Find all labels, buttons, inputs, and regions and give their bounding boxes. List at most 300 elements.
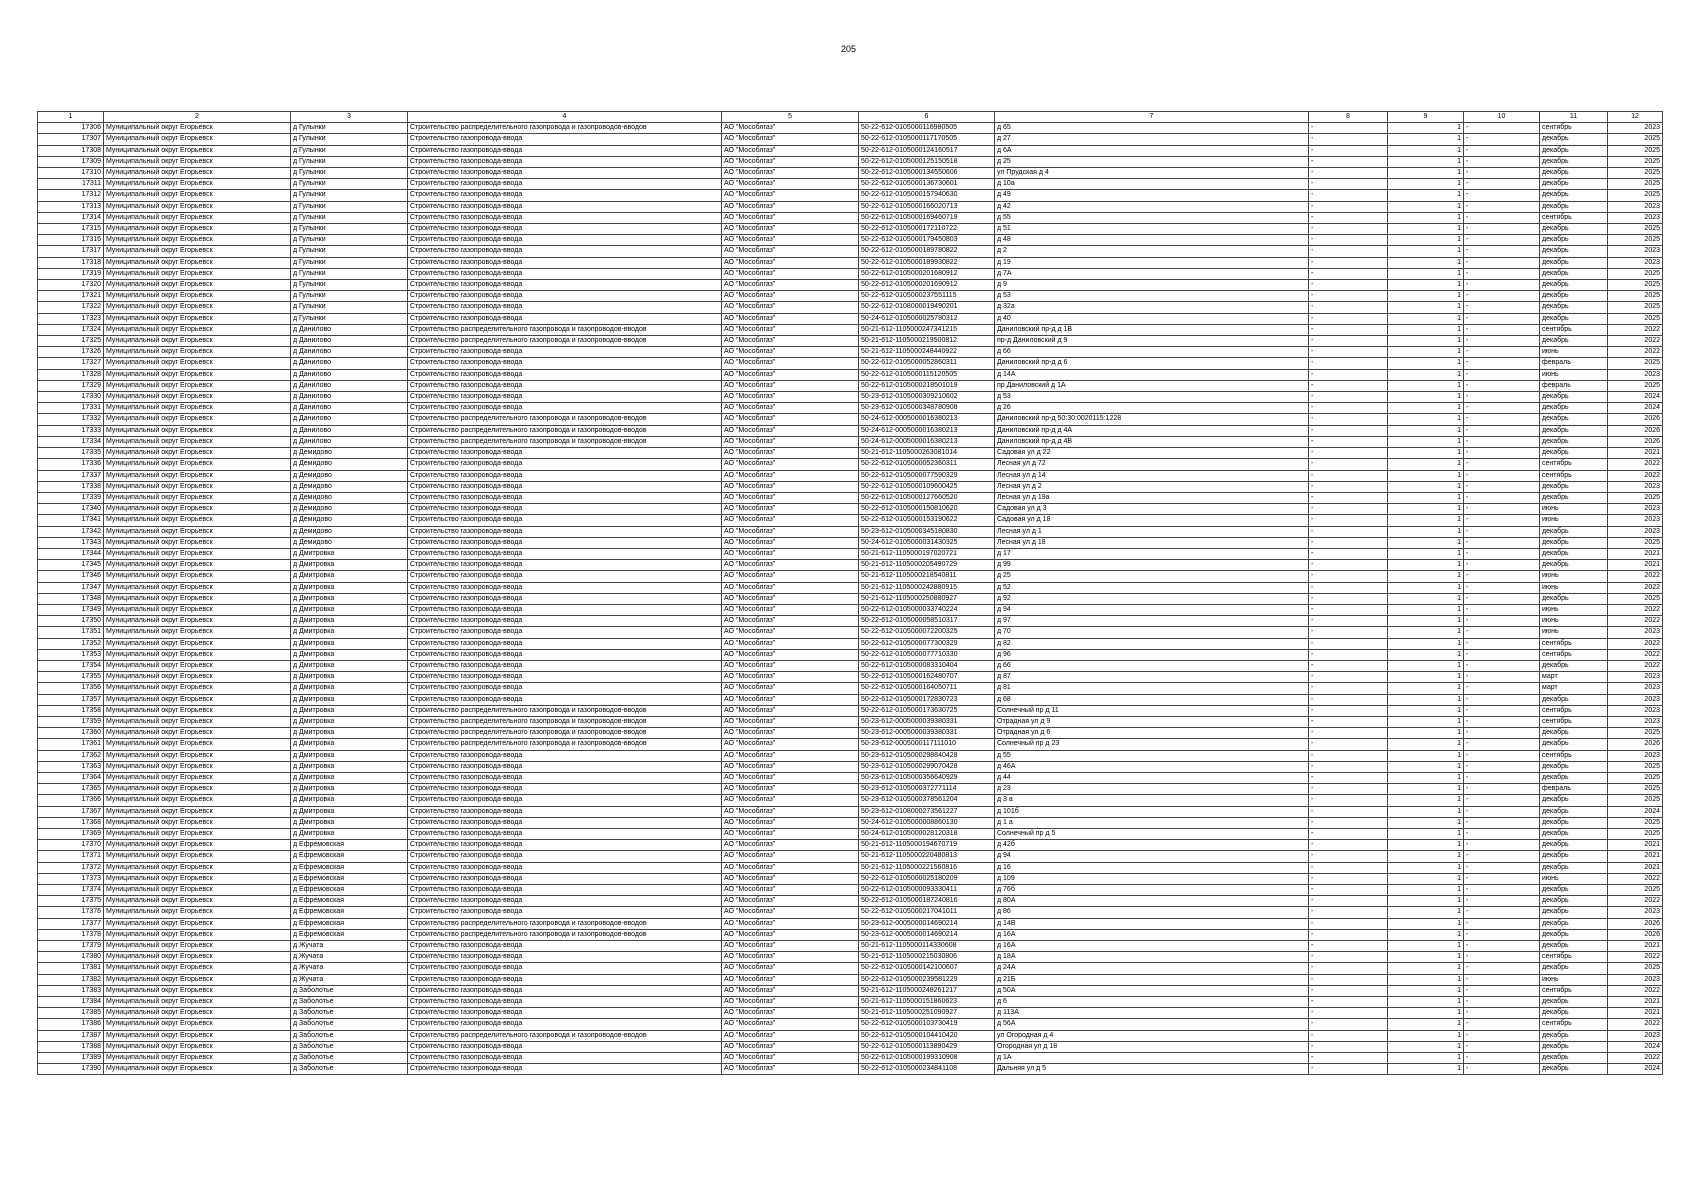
cell-col-8: - bbox=[1309, 806, 1388, 817]
cell-settlement: д Ефремовская bbox=[291, 907, 408, 918]
cell-month: декабрь bbox=[1540, 963, 1608, 974]
cell-settlement: д Ефремовская bbox=[291, 896, 408, 907]
cell-municipality: Муниципальный округ Егорьевск bbox=[104, 392, 291, 403]
cell-row-number: 17351 bbox=[38, 627, 104, 638]
cell-work-type: Строительство газопровода-ввода bbox=[408, 1008, 722, 1019]
cell-row-number: 17347 bbox=[38, 582, 104, 593]
cell-month: декабрь bbox=[1540, 179, 1608, 190]
cell-quantity: 1 bbox=[1388, 414, 1464, 425]
cell-request-number: 50-22-612-0105000113890429 bbox=[859, 1041, 995, 1052]
cell-quantity: 1 bbox=[1388, 963, 1464, 974]
cell-request-number: 50-22-612-0105000033740224 bbox=[859, 604, 995, 615]
cell-col-10: - bbox=[1464, 201, 1540, 212]
cell-address: д 42б bbox=[995, 840, 1309, 851]
cell-month: декабрь bbox=[1540, 134, 1608, 145]
cell-quantity: 1 bbox=[1388, 280, 1464, 291]
table-row bbox=[38, 929, 1663, 940]
cell-col-10: - bbox=[1464, 280, 1540, 291]
cell-address: д 81 bbox=[995, 683, 1309, 694]
cell-quantity: 1 bbox=[1388, 448, 1464, 459]
cell-row-number: 17311 bbox=[38, 179, 104, 190]
cell-request-number: 50-22-612-0105000166020713 bbox=[859, 201, 995, 212]
cell-col-10: - bbox=[1464, 436, 1540, 447]
cell-year: 2021 bbox=[1608, 997, 1663, 1008]
cell-year: 2023 bbox=[1608, 907, 1663, 918]
cell-settlement: д Дмитровка bbox=[291, 795, 408, 806]
cell-organization: АО "Мособлгаз" bbox=[722, 941, 859, 952]
cell-work-type: Строительство газопровода-ввода bbox=[408, 885, 722, 896]
column-header-1: 1 bbox=[38, 112, 104, 123]
cell-request-number: 50-24-612-0105000025780312 bbox=[859, 313, 995, 324]
cell-address: д 6А bbox=[995, 145, 1309, 156]
cell-organization: АО "Мособлгаз" bbox=[722, 537, 859, 548]
cell-request-number: 50-22-612-0105000072200325 bbox=[859, 627, 995, 638]
cell-settlement: д Дмитровка bbox=[291, 616, 408, 627]
cell-year: 2023 bbox=[1608, 750, 1663, 761]
cell-settlement: д Дмитровка bbox=[291, 784, 408, 795]
cell-work-type: Строительство распределительного газопровода и газопроводов-вводов bbox=[408, 123, 722, 134]
cell-col-10: - bbox=[1464, 593, 1540, 604]
table-row bbox=[38, 716, 1663, 727]
cell-work-type: Строительство газопровода-ввода bbox=[408, 347, 722, 358]
cell-address: д 24А bbox=[995, 963, 1309, 974]
cell-month: декабрь bbox=[1540, 336, 1608, 347]
table-row bbox=[38, 985, 1663, 996]
cell-row-number: 17384 bbox=[38, 997, 104, 1008]
cell-month: декабрь bbox=[1540, 414, 1608, 425]
cell-col-10: - bbox=[1464, 963, 1540, 974]
cell-row-number: 17319 bbox=[38, 268, 104, 279]
cell-work-type: Строительство распределительного газопровода и газопроводов-вводов bbox=[408, 414, 722, 425]
cell-organization: АО "Мособлгаз" bbox=[722, 515, 859, 526]
cell-month: декабрь bbox=[1540, 145, 1608, 156]
cell-year: 2022 bbox=[1608, 649, 1663, 660]
cell-col-10: - bbox=[1464, 728, 1540, 739]
cell-month: декабрь bbox=[1540, 929, 1608, 940]
cell-request-number: 50-22-612-0105000058510317 bbox=[859, 616, 995, 627]
cell-month: декабрь bbox=[1540, 257, 1608, 268]
cell-work-type: Строительство газопровода-ввода bbox=[408, 224, 722, 235]
cell-work-type: Строительство газопровода-ввода bbox=[408, 627, 722, 638]
cell-municipality: Муниципальный округ Егорьевск bbox=[104, 907, 291, 918]
cell-year: 2022 bbox=[1608, 660, 1663, 671]
table-row bbox=[38, 168, 1663, 179]
cell-row-number: 17323 bbox=[38, 313, 104, 324]
cell-col-10: - bbox=[1464, 716, 1540, 727]
cell-col-8: - bbox=[1309, 784, 1388, 795]
cell-municipality: Муниципальный округ Егорьевск bbox=[104, 997, 291, 1008]
cell-col-10: - bbox=[1464, 257, 1540, 268]
cell-work-type: Строительство газопровода-ввода bbox=[408, 492, 722, 503]
cell-municipality: Муниципальный округ Егорьевск bbox=[104, 941, 291, 952]
cell-col-8: - bbox=[1309, 313, 1388, 324]
cell-year: 2023 bbox=[1608, 716, 1663, 727]
cell-settlement: д Ефремовская bbox=[291, 851, 408, 862]
table-row bbox=[38, 817, 1663, 828]
cell-row-number: 17327 bbox=[38, 358, 104, 369]
cell-month: декабрь bbox=[1540, 829, 1608, 840]
cell-year: 2026 bbox=[1608, 425, 1663, 436]
table-row bbox=[38, 134, 1663, 145]
cell-request-number: 50-22-612-0105000116980505 bbox=[859, 123, 995, 134]
cell-work-type: Строительство газопровода-ввода bbox=[408, 840, 722, 851]
column-header-3: 3 bbox=[291, 112, 408, 123]
table-row bbox=[38, 369, 1663, 380]
cell-col-10: - bbox=[1464, 537, 1540, 548]
cell-request-number: 50-22-612-0105000187240816 bbox=[859, 896, 995, 907]
table-row bbox=[38, 403, 1663, 414]
cell-work-type: Строительство газопровода-ввода bbox=[408, 985, 722, 996]
cell-quantity: 1 bbox=[1388, 772, 1464, 783]
cell-municipality: Муниципальный округ Егорьевск bbox=[104, 582, 291, 593]
cell-month: март bbox=[1540, 672, 1608, 683]
cell-request-number: 50-22-612-0105000153190622 bbox=[859, 515, 995, 526]
cell-settlement: д Гулынки bbox=[291, 123, 408, 134]
cell-settlement: д Дмитровка bbox=[291, 694, 408, 705]
cell-month: декабрь bbox=[1540, 302, 1608, 313]
cell-quantity: 1 bbox=[1388, 705, 1464, 716]
cell-settlement: д Дмитровка bbox=[291, 739, 408, 750]
cell-work-type: Строительство газопровода-ввода bbox=[408, 1053, 722, 1064]
cell-col-8: - bbox=[1309, 1041, 1388, 1052]
cell-municipality: Муниципальный округ Егорьевск bbox=[104, 481, 291, 492]
table-row bbox=[38, 302, 1663, 313]
cell-col-10: - bbox=[1464, 750, 1540, 761]
cell-col-8: - bbox=[1309, 425, 1388, 436]
cell-organization: АО "Мособлгаз" bbox=[722, 560, 859, 571]
cell-col-8: - bbox=[1309, 739, 1388, 750]
cell-col-8: - bbox=[1309, 1030, 1388, 1041]
cell-request-number: 50-21-612-1105000250880927 bbox=[859, 593, 995, 604]
cell-year: 2025 bbox=[1608, 179, 1663, 190]
cell-address: ул Огородная д 4 bbox=[995, 1030, 1309, 1041]
cell-col-8: - bbox=[1309, 190, 1388, 201]
cell-municipality: Муниципальный округ Егорьевск bbox=[104, 280, 291, 291]
cell-month: декабрь bbox=[1540, 694, 1608, 705]
column-header-8: 8 bbox=[1309, 112, 1388, 123]
cell-col-8: - bbox=[1309, 851, 1388, 862]
cell-organization: АО "Мособлгаз" bbox=[722, 436, 859, 447]
cell-col-8: - bbox=[1309, 694, 1388, 705]
cell-work-type: Строительство газопровода-ввода bbox=[408, 548, 722, 559]
cell-organization: АО "Мособлгаз" bbox=[722, 694, 859, 705]
cell-month: декабрь bbox=[1540, 896, 1608, 907]
cell-quantity: 1 bbox=[1388, 952, 1464, 963]
cell-col-8: - bbox=[1309, 179, 1388, 190]
cell-row-number: 17340 bbox=[38, 504, 104, 515]
cell-col-8: - bbox=[1309, 504, 1388, 515]
cell-year: 2025 bbox=[1608, 224, 1663, 235]
cell-month: декабрь bbox=[1540, 851, 1608, 862]
cell-address: д 25 bbox=[995, 156, 1309, 167]
cell-address: Солнечный пр д 5 bbox=[995, 829, 1309, 840]
cell-request-number: 50-22-612-0105000109600425 bbox=[859, 481, 995, 492]
cell-address: д 65 bbox=[995, 123, 1309, 134]
table-row bbox=[38, 728, 1663, 739]
cell-row-number: 17318 bbox=[38, 257, 104, 268]
cell-year: 2021 bbox=[1608, 840, 1663, 851]
table-row bbox=[38, 660, 1663, 671]
cell-organization: АО "Мособлгаз" bbox=[722, 750, 859, 761]
cell-row-number: 17367 bbox=[38, 806, 104, 817]
cell-row-number: 17361 bbox=[38, 739, 104, 750]
cell-row-number: 17363 bbox=[38, 761, 104, 772]
table-row bbox=[38, 862, 1663, 873]
cell-row-number: 17344 bbox=[38, 548, 104, 559]
cell-request-number: 50-21-612-1105000248440922 bbox=[859, 347, 995, 358]
cell-request-number: 50-22-612-0105000169460719 bbox=[859, 212, 995, 223]
cell-settlement: д Данилово bbox=[291, 392, 408, 403]
cell-quantity: 1 bbox=[1388, 134, 1464, 145]
cell-row-number: 17306 bbox=[38, 123, 104, 134]
cell-row-number: 17328 bbox=[38, 369, 104, 380]
cell-quantity: 1 bbox=[1388, 392, 1464, 403]
cell-address: д 27 bbox=[995, 134, 1309, 145]
cell-row-number: 17359 bbox=[38, 716, 104, 727]
table-row bbox=[38, 1053, 1663, 1064]
cell-address: д 96 bbox=[995, 649, 1309, 660]
cell-quantity: 1 bbox=[1388, 974, 1464, 985]
cell-year: 2021 bbox=[1608, 862, 1663, 873]
cell-row-number: 17353 bbox=[38, 649, 104, 660]
cell-address: д 50А bbox=[995, 985, 1309, 996]
cell-quantity: 1 bbox=[1388, 571, 1464, 582]
cell-col-8: - bbox=[1309, 873, 1388, 884]
cell-municipality: Муниципальный округ Егорьевск bbox=[104, 448, 291, 459]
cell-row-number: 17355 bbox=[38, 672, 104, 683]
cell-request-number: 50-23-612-0105000299070428 bbox=[859, 761, 995, 772]
cell-request-number: 50-22-612-0105000127660520 bbox=[859, 492, 995, 503]
cell-quantity: 1 bbox=[1388, 1041, 1464, 1052]
table-row bbox=[38, 537, 1663, 548]
cell-municipality: Муниципальный округ Егорьевск bbox=[104, 750, 291, 761]
cell-row-number: 17360 bbox=[38, 728, 104, 739]
cell-quantity: 1 bbox=[1388, 212, 1464, 223]
cell-quantity: 1 bbox=[1388, 582, 1464, 593]
cell-col-8: - bbox=[1309, 280, 1388, 291]
cell-row-number: 17369 bbox=[38, 829, 104, 840]
cell-settlement: д Гулынки bbox=[291, 156, 408, 167]
cell-municipality: Муниципальный округ Егорьевск bbox=[104, 638, 291, 649]
cell-organization: АО "Мособлгаз" bbox=[722, 1064, 859, 1075]
cell-organization: АО "Мособлгаз" bbox=[722, 907, 859, 918]
cell-col-10: - bbox=[1464, 492, 1540, 503]
cell-organization: АО "Мособлгаз" bbox=[722, 997, 859, 1008]
cell-month: февраль bbox=[1540, 358, 1608, 369]
cell-municipality: Муниципальный округ Егорьевск bbox=[104, 716, 291, 727]
cell-municipality: Муниципальный округ Егорьевск bbox=[104, 952, 291, 963]
cell-quantity: 1 bbox=[1388, 616, 1464, 627]
cell-month: июнь bbox=[1540, 604, 1608, 615]
cell-municipality: Муниципальный округ Егорьевск bbox=[104, 672, 291, 683]
cell-row-number: 17334 bbox=[38, 436, 104, 447]
cell-year: 2023 bbox=[1608, 504, 1663, 515]
cell-col-10: - bbox=[1464, 616, 1540, 627]
cell-col-10: - bbox=[1464, 941, 1540, 952]
cell-col-8: - bbox=[1309, 156, 1388, 167]
cell-month: декабрь bbox=[1540, 772, 1608, 783]
cell-month: декабрь bbox=[1540, 481, 1608, 492]
cell-quantity: 1 bbox=[1388, 358, 1464, 369]
cell-municipality: Муниципальный округ Егорьевск bbox=[104, 593, 291, 604]
cell-work-type: Строительство газопровода-ввода bbox=[408, 750, 722, 761]
cell-quantity: 1 bbox=[1388, 873, 1464, 884]
cell-settlement: д Дмитровка bbox=[291, 829, 408, 840]
cell-address: д 1 а bbox=[995, 817, 1309, 828]
cell-work-type: Строительство газопровода-ввода bbox=[408, 134, 722, 145]
cell-organization: АО "Мособлгаз" bbox=[722, 604, 859, 615]
cell-col-8: - bbox=[1309, 885, 1388, 896]
cell-organization: АО "Мособлгаз" bbox=[722, 918, 859, 929]
cell-address: Садовая ул д 22 bbox=[995, 448, 1309, 459]
cell-col-8: - bbox=[1309, 291, 1388, 302]
cell-col-8: - bbox=[1309, 795, 1388, 806]
cell-month: декабрь bbox=[1540, 526, 1608, 537]
cell-col-8: - bbox=[1309, 829, 1388, 840]
cell-address: д 10а bbox=[995, 179, 1309, 190]
cell-col-8: - bbox=[1309, 1053, 1388, 1064]
cell-col-8: - bbox=[1309, 649, 1388, 660]
cell-request-number: 50-24-612-0105000031430325 bbox=[859, 537, 995, 548]
table-row bbox=[38, 907, 1663, 918]
cell-municipality: Муниципальный округ Егорьевск bbox=[104, 123, 291, 134]
cell-address: д 113А bbox=[995, 1008, 1309, 1019]
cell-work-type: Строительство газопровода-ввода bbox=[408, 593, 722, 604]
cell-settlement: д Ефремовская bbox=[291, 840, 408, 851]
cell-settlement: д Жучата bbox=[291, 963, 408, 974]
cell-municipality: Муниципальный округ Егорьевск bbox=[104, 1064, 291, 1075]
cell-work-type: Строительство газопровода-ввода bbox=[408, 582, 722, 593]
cell-year: 2022 bbox=[1608, 952, 1663, 963]
cell-municipality: Муниципальный округ Егорьевск bbox=[104, 829, 291, 840]
cell-month: июнь bbox=[1540, 347, 1608, 358]
cell-col-10: - bbox=[1464, 1064, 1540, 1075]
cell-municipality: Муниципальный округ Егорьевск bbox=[104, 526, 291, 537]
cell-col-8: - bbox=[1309, 414, 1388, 425]
cell-month: декабрь bbox=[1540, 156, 1608, 167]
cell-year: 2023 bbox=[1608, 694, 1663, 705]
cell-row-number: 17325 bbox=[38, 336, 104, 347]
cell-col-10: - bbox=[1464, 582, 1540, 593]
cell-col-8: - bbox=[1309, 840, 1388, 851]
cell-col-10: - bbox=[1464, 235, 1540, 246]
cell-month: сентябрь bbox=[1540, 459, 1608, 470]
cell-work-type: Строительство газопровода-ввода bbox=[408, 571, 722, 582]
table-row bbox=[38, 952, 1663, 963]
cell-organization: АО "Мособлгаз" bbox=[722, 627, 859, 638]
cell-organization: АО "Мособлгаз" bbox=[722, 705, 859, 716]
cell-address: д 14В bbox=[995, 918, 1309, 929]
cell-col-8: - bbox=[1309, 212, 1388, 223]
cell-settlement: д Дмитровка bbox=[291, 660, 408, 671]
cell-quantity: 1 bbox=[1388, 728, 1464, 739]
cell-quantity: 1 bbox=[1388, 907, 1464, 918]
cell-year: 2025 bbox=[1608, 168, 1663, 179]
cell-settlement: д Заболотье bbox=[291, 1041, 408, 1052]
cell-municipality: Муниципальный округ Егорьевск bbox=[104, 235, 291, 246]
cell-request-number: 50-22-612-0105000199310908 bbox=[859, 1053, 995, 1064]
cell-settlement: д Гулынки bbox=[291, 224, 408, 235]
cell-settlement: д Ефремовская bbox=[291, 885, 408, 896]
cell-organization: АО "Мособлгаз" bbox=[722, 392, 859, 403]
cell-col-8: - bbox=[1309, 761, 1388, 772]
cell-month: декабрь bbox=[1540, 291, 1608, 302]
cell-quantity: 1 bbox=[1388, 324, 1464, 335]
cell-work-type: Строительство газопровода-ввода bbox=[408, 302, 722, 313]
cell-row-number: 17341 bbox=[38, 515, 104, 526]
cell-col-8: - bbox=[1309, 347, 1388, 358]
cell-month: июнь bbox=[1540, 571, 1608, 582]
cell-address: д 55 bbox=[995, 212, 1309, 223]
cell-work-type: Строительство газопровода-ввода bbox=[408, 313, 722, 324]
cell-row-number: 17371 bbox=[38, 851, 104, 862]
cell-organization: АО "Мособлгаз" bbox=[722, 145, 859, 156]
cell-municipality: Муниципальный округ Егорьевск bbox=[104, 896, 291, 907]
cell-col-8: - bbox=[1309, 526, 1388, 537]
cell-month: декабрь bbox=[1540, 728, 1608, 739]
cell-year: 2025 bbox=[1608, 156, 1663, 167]
cell-col-8: - bbox=[1309, 224, 1388, 235]
cell-organization: АО "Мособлгаз" bbox=[722, 795, 859, 806]
register-table bbox=[37, 111, 1663, 1075]
cell-year: 2025 bbox=[1608, 134, 1663, 145]
cell-organization: АО "Мособлгаз" bbox=[722, 985, 859, 996]
table-row bbox=[38, 459, 1663, 470]
cell-year: 2023 bbox=[1608, 201, 1663, 212]
cell-quantity: 1 bbox=[1388, 660, 1464, 671]
cell-municipality: Муниципальный округ Егорьевск bbox=[104, 739, 291, 750]
cell-row-number: 17350 bbox=[38, 616, 104, 627]
cell-col-8: - bbox=[1309, 268, 1388, 279]
cell-organization: АО "Мособлгаз" bbox=[722, 257, 859, 268]
table-row bbox=[38, 829, 1663, 840]
cell-organization: АО "Мособлгаз" bbox=[722, 672, 859, 683]
cell-settlement: д Заболотье bbox=[291, 1008, 408, 1019]
cell-settlement: д Данилово bbox=[291, 324, 408, 335]
cell-month: декабрь bbox=[1540, 997, 1608, 1008]
cell-work-type: Строительство газопровода-ввода bbox=[408, 201, 722, 212]
cell-work-type: Строительство газопровода-ввода bbox=[408, 156, 722, 167]
cell-row-number: 17309 bbox=[38, 156, 104, 167]
cell-month: декабрь bbox=[1540, 1030, 1608, 1041]
cell-month: декабрь bbox=[1540, 190, 1608, 201]
cell-col-8: - bbox=[1309, 403, 1388, 414]
cell-settlement: д Демидово bbox=[291, 448, 408, 459]
cell-municipality: Муниципальный округ Егорьевск bbox=[104, 515, 291, 526]
cell-year: 2021 bbox=[1608, 560, 1663, 571]
cell-address: Солнечный пр д 23 bbox=[995, 739, 1309, 750]
cell-quantity: 1 bbox=[1388, 168, 1464, 179]
cell-organization: АО "Мособлгаз" bbox=[722, 190, 859, 201]
cell-quantity: 1 bbox=[1388, 694, 1464, 705]
cell-year: 2025 bbox=[1608, 728, 1663, 739]
cell-organization: АО "Мособлгаз" bbox=[722, 246, 859, 257]
table-row bbox=[38, 414, 1663, 425]
cell-municipality: Муниципальный округ Егорьевск bbox=[104, 1019, 291, 1030]
cell-quantity: 1 bbox=[1388, 795, 1464, 806]
cell-municipality: Муниципальный округ Егорьевск bbox=[104, 683, 291, 694]
cell-municipality: Муниципальный округ Егорьевск bbox=[104, 604, 291, 615]
cell-address: д 46А bbox=[995, 761, 1309, 772]
cell-year: 2024 bbox=[1608, 1041, 1663, 1052]
cell-col-8: - bbox=[1309, 168, 1388, 179]
cell-col-10: - bbox=[1464, 952, 1540, 963]
cell-row-number: 17330 bbox=[38, 392, 104, 403]
cell-organization: АО "Мособлгаз" bbox=[722, 1019, 859, 1030]
cell-organization: АО "Мособлгаз" bbox=[722, 582, 859, 593]
cell-col-8: - bbox=[1309, 1008, 1388, 1019]
cell-settlement: д Дмитровка bbox=[291, 761, 408, 772]
